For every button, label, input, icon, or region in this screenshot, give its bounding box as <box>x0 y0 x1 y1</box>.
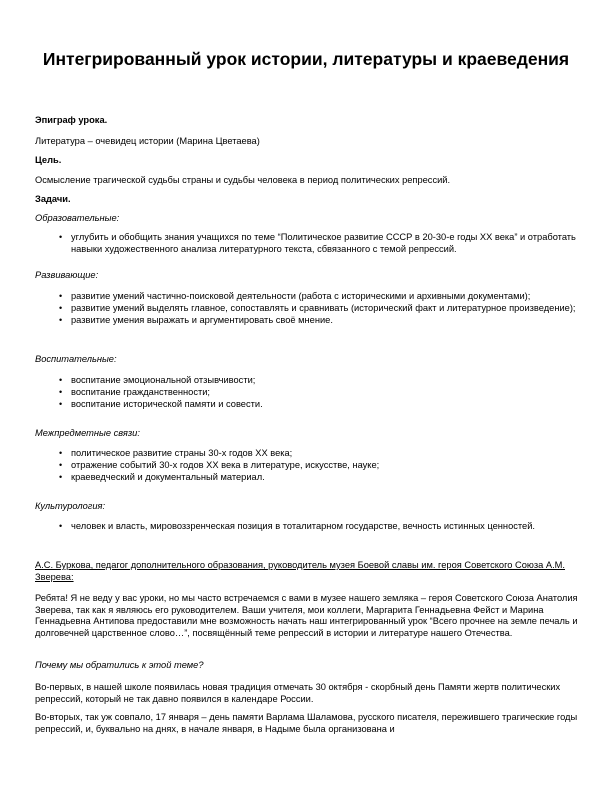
bullet-icon: • <box>59 471 63 482</box>
list-item: • развитие умения выражать и аргументировать своё мнение. <box>59 314 333 325</box>
bullet-icon: • <box>59 448 63 458</box>
list-item: • развитие умений выделять главное, сопоставлять и сравнивать (исторический факт и литературное произведение); <box>59 302 576 313</box>
section-developing-label: Развивающие: <box>35 270 99 280</box>
list-item: • углубить и обобщить знания учащихся по теме “Политическое развитие СССР в 20-30-е годы XX века” и отработать навыки художественного анализа литературного текста, сбвязанного с темой репрессий. <box>59 232 576 254</box>
bullet-icon: • <box>59 386 63 397</box>
list-item: • воспитание исторической памяти и совести. <box>59 398 263 409</box>
bullet-icon: • <box>59 232 63 242</box>
paragraph-intro: Ребята! Я не веду у вас уроки, но мы часто встречаемся с вами в музее нашего земляка – героя Советского Союза Анатолия Зверева, так как я являюсь его руководителем. Ваши учителя, мои коллеги, Маргарита Геннадьевна Фейст и Марина Геннадьевна Антипова предоставили мне возможность начать наш интегрированный урок “Всего прочнее на земле печаль и долговечней царственное слово…”, посвящённый теме репрессий в истории и литературе нашего Отечества. <box>35 593 578 638</box>
bullet-icon: • <box>59 521 63 531</box>
paragraph-first-reason: Во-первых, в нашей школе появилась новая традиция отмечать 30 октября - скорбный день Памяти жертв политических репрессий, который не так давно появился в календаре России. <box>35 682 561 704</box>
tasks-heading: Задачи. <box>35 194 71 204</box>
section-upbringing-list <box>0 375 612 410</box>
bullet-icon: • <box>59 398 63 409</box>
section-interdisciplinary-list <box>0 448 612 483</box>
list-item: • отражение событий 30-х годов XX века в литературе, искусстве, науке; <box>59 459 380 470</box>
question-line: Почему мы обратились к этой теме? <box>35 660 204 670</box>
paragraph-second-reason: Во-вторых, так уж совпало, 17 января – день памяти Варлама Шаламова, русского писателя, пережившего трагические годы репрессий, и, буквально на днях, в начале января, в Надыме была организована и <box>35 712 578 734</box>
section-culturology-list <box>0 521 612 533</box>
list-item: • развитие умений частично-поисковой деятельности (работа с историческими и архивными документами); <box>59 291 531 301</box>
section-developing-list <box>0 291 612 326</box>
list-item: • человек и власть, мировоззренческая позиция в тоталитарном государстве, вечность истинных ценностей. <box>59 521 535 531</box>
bullet-icon: • <box>59 314 63 325</box>
bullet-icon: • <box>59 375 63 385</box>
list-item: • воспитание гражданственности; <box>59 386 210 397</box>
section-educational-list <box>0 232 612 256</box>
bullet-icon: • <box>59 291 63 301</box>
goal-text: Осмысление трагической судьбы страны и судьбы человека в период политических репрессий. <box>35 175 451 185</box>
section-interdisciplinary-label: Межпредметные связи: <box>35 428 140 438</box>
section-educational-label: Образовательные: <box>35 213 120 223</box>
section-upbringing-label: Воспитательные: <box>35 354 117 364</box>
epigraph-text: Литература – очевидец истории (Марина Цветаева) <box>35 136 260 146</box>
section-culturology-label: Культурология: <box>35 501 106 511</box>
epigraph-heading: Эпиграф урока. <box>35 115 108 125</box>
list-item: • политическое развитие страны 30-х годов XX века; <box>59 448 293 458</box>
list-item: • краеведческий и документальный материал. <box>59 471 265 482</box>
goal-heading: Цель. <box>35 155 62 165</box>
speaker-line: А.С. Буркова, педагог дополнительного образования, руководитель музея Боевой славы им. героя Советского Союза А.М. Зверева: <box>35 560 566 582</box>
bullet-icon: • <box>59 459 63 470</box>
bullet-icon: • <box>59 302 63 313</box>
list-item: • воспитание эмоциональной отзывчивости; <box>59 375 256 385</box>
page-title: Интегрированный урок истории, литературы и краеведения <box>42 49 570 69</box>
